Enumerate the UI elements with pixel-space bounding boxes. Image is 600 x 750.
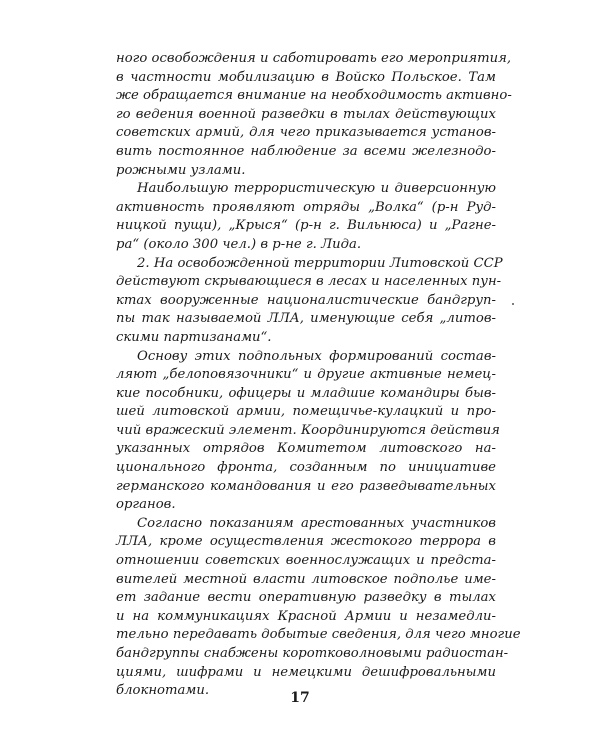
text-line: и на коммуникациях Красной Армии и незамедли- (116, 608, 496, 624)
text-line: го ведения военной разведки в тылах действующих (116, 106, 496, 122)
text-line: скими партизанами“. (116, 329, 272, 345)
text-line: отношении советских военнослужащих и предста- (116, 553, 496, 569)
text-line: 2. На освобожденной территории Литовской ССР (137, 255, 503, 271)
text-line: блокнотами. (116, 683, 210, 699)
text-line: ницкой пущи), „Крыся“ (р-н г. Вильнюса) и „Рагне- (116, 218, 496, 234)
text-line: германского командования и его разведывательных (116, 478, 496, 494)
text-line: Согласно показаниям арестованных участников (137, 515, 496, 531)
text-line: ра“ (около 300 чел.) в р-не г. Лида. (116, 236, 362, 252)
text-line: советских армий, для чего приказывается установ- (116, 125, 496, 141)
text-line: органов. (116, 497, 176, 513)
text-line: вителей местной власти литовское подполье име- (116, 571, 496, 587)
text-line: Основу этих подпольных формирований состав- (137, 348, 496, 364)
text-line: ЛЛА, кроме осуществления жестокого террора в (116, 534, 496, 550)
text-line: ляют „белоповязочники“ и другие активные немец- (116, 367, 496, 383)
text-line: пы так называемой ЛЛА, именующие себя „литов- (116, 311, 496, 327)
text-line: чий вражеский элемент. Координируются действия (116, 422, 500, 438)
text-line: тельно передавать добытые сведения, для чего многие (116, 627, 521, 643)
text-line: вить постоянное наблюдение за всеми железнодо- (116, 143, 496, 159)
text-line: действуют скрывающиеся в лесах и населенных пун- (116, 274, 502, 290)
text-line: ктах вооруженные националистические бандгруп- (116, 292, 496, 308)
text-line: ного освобождения и саботировать его мероприятия, (116, 51, 512, 66)
text-line: кие пособники, офицеры и младшие командиры быв- (116, 385, 496, 401)
text-line: Наибольшую террористическую и диверсионную (137, 181, 496, 197)
text-line: в частности мобилизацию в Войско Польское. Там (116, 69, 496, 85)
text-line: рожными узлами. (116, 162, 246, 178)
text-line: ционального фронта, созданным по инициативе (116, 460, 496, 476)
text-line: же обращается внимание на необходимость активно- (116, 88, 512, 104)
body-text (116, 50, 521, 701)
scan-speck (512, 303, 514, 305)
text-line: шей литовской армии, помещичье-кулацкий и про- (116, 404, 496, 420)
text-line: бандгруппы снабжены коротковолновыми радиостан- (116, 646, 509, 661)
page-number: 17 (290, 690, 310, 706)
text-line: ет задание вести оперативную разведку в тылах (116, 590, 496, 606)
text-line: указанных отрядов Комитетом литовского на- (116, 441, 496, 457)
text-line: активность проявляют отряды „Волка“ (р-н Руд- (116, 199, 496, 215)
text-line: циями, шифрами и немецкими дешифровальными (116, 664, 496, 680)
